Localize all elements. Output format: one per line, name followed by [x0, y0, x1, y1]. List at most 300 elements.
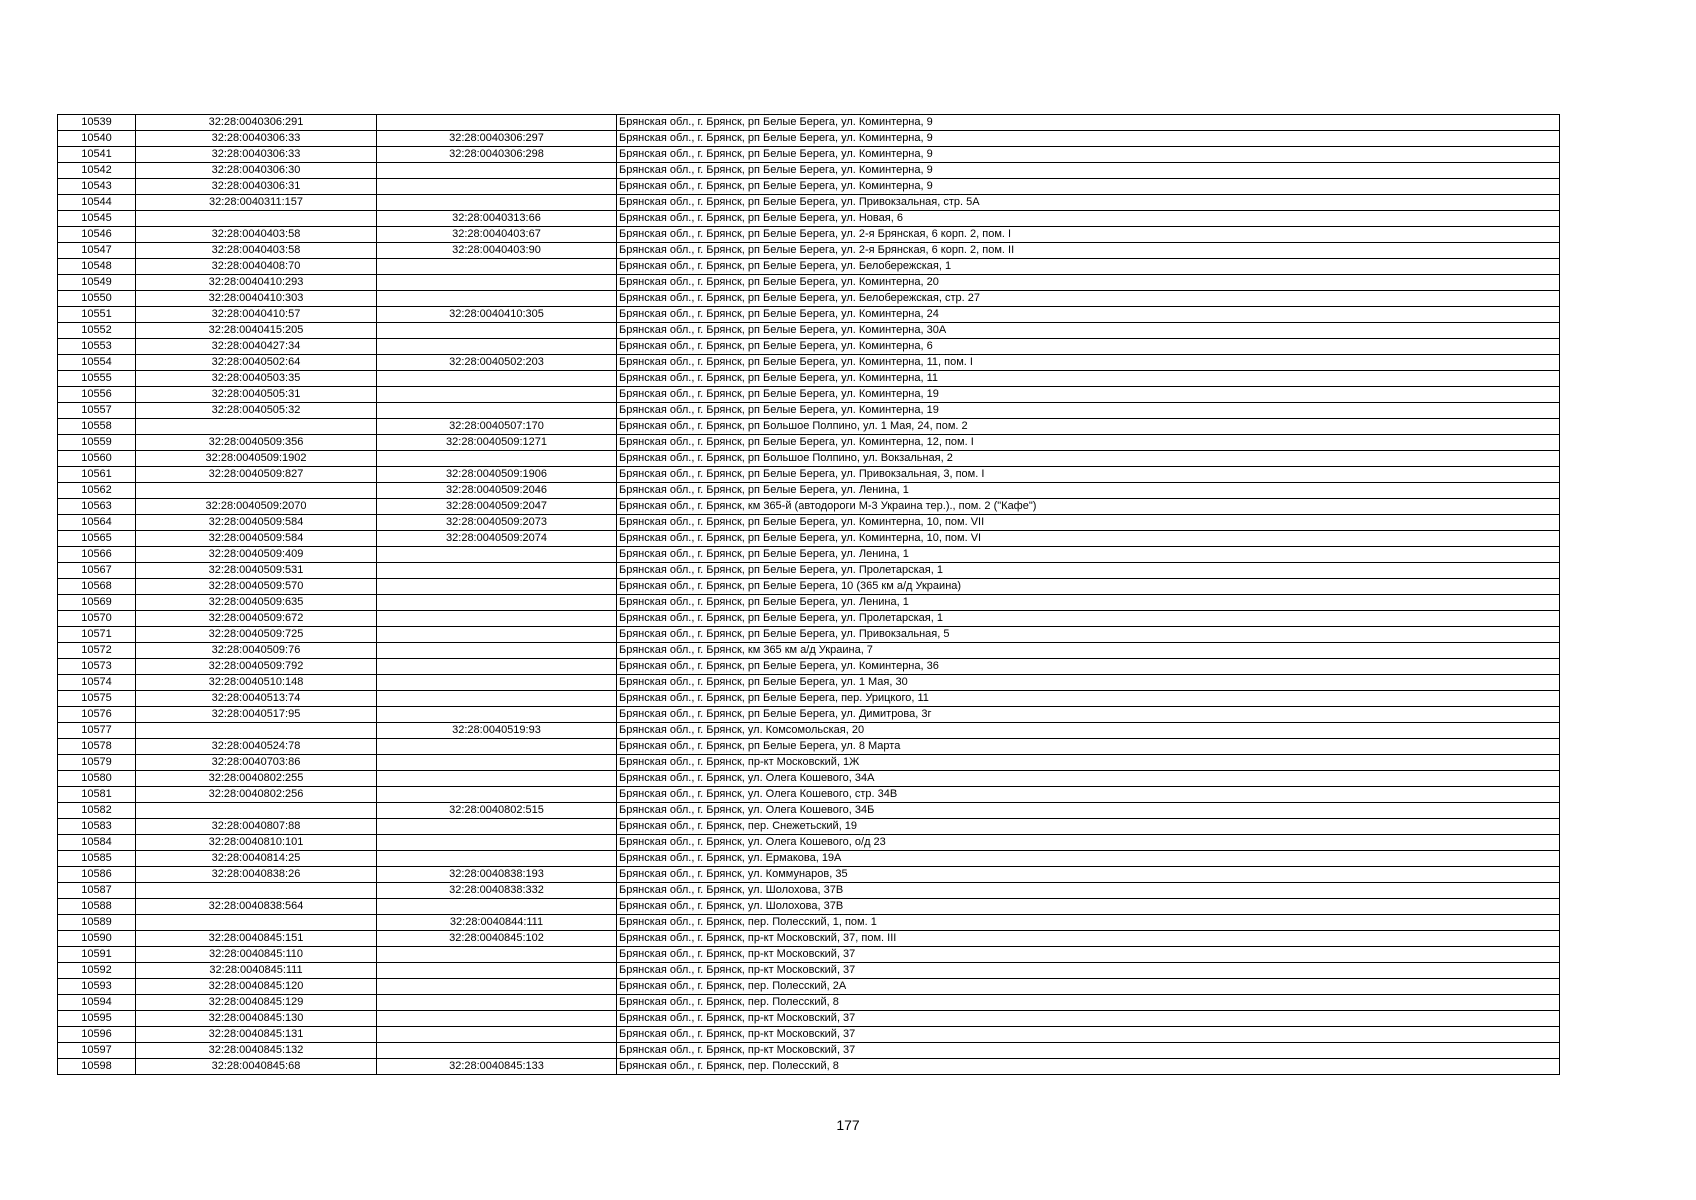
related-cadastral-number-cell — [377, 291, 617, 307]
row-number-cell: 10552 — [58, 323, 136, 339]
address-cell: Брянская обл., г. Брянск, рп Белые Берега, ул. Коминтерна, 19 — [617, 403, 1560, 419]
related-cadastral-number-cell: 32:28:0040509:1906 — [377, 467, 617, 483]
related-cadastral-number-cell — [377, 195, 617, 211]
address-cell: Брянская обл., г. Брянск, пр-кт Московский, 37, пом. III — [617, 931, 1560, 947]
table-row — [58, 323, 1560, 339]
row-number-cell: 10547 — [58, 243, 136, 259]
cadastral-number-cell: 32:28:0040509:672 — [136, 611, 377, 627]
related-cadastral-number-cell — [377, 1027, 617, 1043]
table-row — [58, 339, 1560, 355]
cadastral-number-cell: 32:28:0040410:303 — [136, 291, 377, 307]
cadastral-number-cell: 32:28:0040509:76 — [136, 643, 377, 659]
cadastral-number-cell: 32:28:0040509:584 — [136, 515, 377, 531]
row-number-cell: 10554 — [58, 355, 136, 371]
row-number-cell: 10542 — [58, 163, 136, 179]
row-number-cell: 10580 — [58, 771, 136, 787]
related-cadastral-number-cell: 32:28:0040509:2047 — [377, 499, 617, 515]
related-cadastral-number-cell — [377, 611, 617, 627]
related-cadastral-number-cell: 32:28:0040502:203 — [377, 355, 617, 371]
row-number-cell: 10584 — [58, 835, 136, 851]
table-row — [58, 931, 1560, 947]
table-row — [58, 1027, 1560, 1043]
cadastral-number-cell: 32:28:0040845:110 — [136, 947, 377, 963]
address-cell: Брянская обл., г. Брянск, рп Белые Берега, ул. Новая, 6 — [617, 211, 1560, 227]
address-cell: Брянская обл., г. Брянск, рп Белые Берега, ул. Коминтерна, 10, пом. VI — [617, 531, 1560, 547]
cadastral-number-cell: 32:28:0040509:2070 — [136, 499, 377, 515]
address-cell: Брянская обл., г. Брянск, рп Белые Берега, ул. Белобережская, 1 — [617, 259, 1560, 275]
table-row — [58, 963, 1560, 979]
cadastral-number-cell: 32:28:0040306:31 — [136, 179, 377, 195]
table-row — [58, 1043, 1560, 1059]
cadastral-number-cell: 32:28:0040408:70 — [136, 259, 377, 275]
related-cadastral-number-cell — [377, 707, 617, 723]
cadastral-number-cell: 32:28:0040845:132 — [136, 1043, 377, 1059]
related-cadastral-number-cell: 32:28:0040306:297 — [377, 131, 617, 147]
cadastral-number-cell: 32:28:0040311:157 — [136, 195, 377, 211]
cadastral-number-cell: 32:28:0040509:570 — [136, 579, 377, 595]
row-number-cell: 10562 — [58, 483, 136, 499]
address-cell: Брянская обл., г. Брянск, рп Белые Берега, пер. Урицкого, 11 — [617, 691, 1560, 707]
row-number-cell: 10567 — [58, 563, 136, 579]
related-cadastral-number-cell — [377, 323, 617, 339]
related-cadastral-number-cell — [377, 339, 617, 355]
address-cell: Брянская обл., г. Брянск, пр-кт Московский, 37 — [617, 1043, 1560, 1059]
cadastral-number-cell: 32:28:0040509:531 — [136, 563, 377, 579]
table-row — [58, 851, 1560, 867]
address-cell: Брянская обл., г. Брянск, рп Белые Берега, ул. Коминтерна, 24 — [617, 307, 1560, 323]
row-number-cell: 10589 — [58, 915, 136, 931]
table-row — [58, 867, 1560, 883]
cadastral-number-cell: 32:28:0040505:31 — [136, 387, 377, 403]
table-row — [58, 371, 1560, 387]
cadastral-number-cell: 32:28:0040807:88 — [136, 819, 377, 835]
address-cell: Брянская обл., г. Брянск, пер. Снежетьский, 19 — [617, 819, 1560, 835]
table-row — [58, 179, 1560, 195]
related-cadastral-number-cell — [377, 595, 617, 611]
table-row — [58, 307, 1560, 323]
row-number-cell: 10546 — [58, 227, 136, 243]
cadastral-number-cell: 32:28:0040410:293 — [136, 275, 377, 291]
table-row — [58, 419, 1560, 435]
address-cell: Брянская обл., г. Брянск, рп Белые Берега, ул. Коминтерна, 30А — [617, 323, 1560, 339]
cadastral-number-cell: 32:28:0040502:64 — [136, 355, 377, 371]
address-cell: Брянская обл., г. Брянск, рп Белые Берега, ул. Коминтерна, 10, пом. VII — [617, 515, 1560, 531]
row-number-cell: 10588 — [58, 899, 136, 915]
cadastral-number-cell: 32:28:0040845:131 — [136, 1027, 377, 1043]
row-number-cell: 10572 — [58, 643, 136, 659]
address-cell: Брянская обл., г. Брянск, рп Белые Берега, ул. Коминтерна, 20 — [617, 275, 1560, 291]
row-number-cell: 10582 — [58, 803, 136, 819]
table-row — [58, 771, 1560, 787]
cadastral-number-cell: 32:28:0040509:725 — [136, 627, 377, 643]
row-number-cell: 10557 — [58, 403, 136, 419]
related-cadastral-number-cell — [377, 179, 617, 195]
row-number-cell: 10551 — [58, 307, 136, 323]
row-number-cell: 10560 — [58, 451, 136, 467]
row-number-cell: 10578 — [58, 739, 136, 755]
cadastral-number-cell: 32:28:0040838:26 — [136, 867, 377, 883]
address-cell: Брянская обл., г. Брянск, рп Большое Полпино, ул. Вокзальная, 2 — [617, 451, 1560, 467]
cadastral-number-cell: 32:28:0040503:35 — [136, 371, 377, 387]
table-row — [58, 195, 1560, 211]
table-row — [58, 739, 1560, 755]
table-row — [58, 387, 1560, 403]
related-cadastral-number-cell — [377, 691, 617, 707]
table-row — [58, 435, 1560, 451]
row-number-cell: 10563 — [58, 499, 136, 515]
row-number-cell: 10569 — [58, 595, 136, 611]
row-number-cell: 10548 — [58, 259, 136, 275]
cadastral-number-cell: 32:28:0040845:129 — [136, 995, 377, 1011]
address-cell: Брянская обл., г. Брянск, рп Большое Полпино, ул. 1 Мая, 24, пом. 2 — [617, 419, 1560, 435]
row-number-cell: 10539 — [58, 115, 136, 131]
related-cadastral-number-cell: 32:28:0040410:305 — [377, 307, 617, 323]
address-cell: Брянская обл., г. Брянск, рп Белые Берега, ул. 8 Марта — [617, 739, 1560, 755]
row-number-cell: 10586 — [58, 867, 136, 883]
address-cell: Брянская обл., г. Брянск, ул. Олега Кошевого, 34А — [617, 771, 1560, 787]
related-cadastral-number-cell: 32:28:0040802:515 — [377, 803, 617, 819]
cadastral-number-cell — [136, 803, 377, 819]
row-number-cell: 10592 — [58, 963, 136, 979]
cadastral-number-cell: 32:28:0040410:57 — [136, 307, 377, 323]
cadastral-number-cell — [136, 883, 377, 899]
table-row — [58, 643, 1560, 659]
cadastral-number-cell: 32:28:0040845:151 — [136, 931, 377, 947]
cadastral-number-cell: 32:28:0040524:78 — [136, 739, 377, 755]
table-row — [58, 1059, 1560, 1075]
cadastral-number-cell: 32:28:0040845:120 — [136, 979, 377, 995]
address-cell: Брянская обл., г. Брянск, ул. Коммунаров, 35 — [617, 867, 1560, 883]
cadastral-number-cell: 32:28:0040306:30 — [136, 163, 377, 179]
table-row — [58, 595, 1560, 611]
cadastral-number-cell: 32:28:0040703:86 — [136, 755, 377, 771]
table-row — [58, 947, 1560, 963]
cadastral-number-cell: 32:28:0040845:111 — [136, 963, 377, 979]
related-cadastral-number-cell — [377, 675, 617, 691]
table-row — [58, 915, 1560, 931]
row-number-cell: 10540 — [58, 131, 136, 147]
table-row — [58, 259, 1560, 275]
address-cell: Брянская обл., г. Брянск, рп Белые Берега, ул. Коминтерна, 12, пом. I — [617, 435, 1560, 451]
related-cadastral-number-cell — [377, 771, 617, 787]
address-cell: Брянская обл., г. Брянск, км 365 км а/д Украина, 7 — [617, 643, 1560, 659]
cadastral-number-cell: 32:28:0040510:148 — [136, 675, 377, 691]
cadastral-number-cell: 32:28:0040845:68 — [136, 1059, 377, 1075]
cadastral-number-cell: 32:28:0040509:356 — [136, 435, 377, 451]
row-number-cell: 10591 — [58, 947, 136, 963]
address-cell: Брянская обл., г. Брянск, ул. Ермакова, 19А — [617, 851, 1560, 867]
row-number-cell: 10597 — [58, 1043, 136, 1059]
cadastral-number-cell: 32:28:0040306:291 — [136, 115, 377, 131]
row-number-cell: 10596 — [58, 1027, 136, 1043]
table-row — [58, 163, 1560, 179]
address-cell: Брянская обл., г. Брянск, рп Белые Берега, ул. 2-я Брянская, 6 корп. 2, пом. II — [617, 243, 1560, 259]
row-number-cell: 10561 — [58, 467, 136, 483]
address-cell: Брянская обл., г. Брянск, рп Белые Берега, ул. Коминтерна, 9 — [617, 131, 1560, 147]
table-row — [58, 147, 1560, 163]
table-row — [58, 883, 1560, 899]
cadastral-number-cell: 32:28:0040802:255 — [136, 771, 377, 787]
address-cell: Брянская обл., г. Брянск, рп Белые Берега, ул. Димитрова, 3г — [617, 707, 1560, 723]
related-cadastral-number-cell: 32:28:0040509:2074 — [377, 531, 617, 547]
table-row — [58, 563, 1560, 579]
table-row — [58, 451, 1560, 467]
row-number-cell: 10583 — [58, 819, 136, 835]
cadastral-table — [57, 114, 1560, 1075]
address-cell: Брянская обл., г. Брянск, ул. Шолохова, 37В — [617, 899, 1560, 915]
related-cadastral-number-cell: 32:28:0040403:67 — [377, 227, 617, 243]
cadastral-number-cell: 32:28:0040509:1902 — [136, 451, 377, 467]
address-cell: Брянская обл., г. Брянск, рп Белые Берега, ул. Коминтерна, 11, пом. I — [617, 355, 1560, 371]
address-cell: Брянская обл., г. Брянск, рп Белые Берега, ул. Коминтерна, 36 — [617, 659, 1560, 675]
cadastral-number-cell — [136, 723, 377, 739]
address-cell: Брянская обл., г. Брянск, пр-кт Московский, 37 — [617, 963, 1560, 979]
row-number-cell: 10590 — [58, 931, 136, 947]
table-row — [58, 291, 1560, 307]
related-cadastral-number-cell — [377, 371, 617, 387]
related-cadastral-number-cell — [377, 1011, 617, 1027]
table-row — [58, 723, 1560, 739]
related-cadastral-number-cell: 32:28:0040306:298 — [377, 147, 617, 163]
table-row — [58, 275, 1560, 291]
row-number-cell: 10579 — [58, 755, 136, 771]
address-cell: Брянская обл., г. Брянск, рп Белые Берега, ул. Ленина, 1 — [617, 595, 1560, 611]
row-number-cell: 10575 — [58, 691, 136, 707]
related-cadastral-number-cell: 32:28:0040845:102 — [377, 931, 617, 947]
related-cadastral-number-cell — [377, 979, 617, 995]
related-cadastral-number-cell — [377, 899, 617, 915]
row-number-cell: 10564 — [58, 515, 136, 531]
table-row — [58, 531, 1560, 547]
address-cell: Брянская обл., г. Брянск, рп Белые Берега, ул. Ленина, 1 — [617, 483, 1560, 499]
table-row — [58, 227, 1560, 243]
cadastral-number-cell: 32:28:0040306:33 — [136, 147, 377, 163]
table-row — [58, 675, 1560, 691]
cadastral-number-cell: 32:28:0040810:101 — [136, 835, 377, 851]
address-cell: Брянская обл., г. Брянск, км 365-й (автодороги М-3 Украина тер.)., пом. 2 ("Кафе") — [617, 499, 1560, 515]
address-cell: Брянская обл., г. Брянск, рп Белые Берега, ул. Коминтерна, 9 — [617, 163, 1560, 179]
cadastral-number-cell — [136, 211, 377, 227]
cadastral-number-cell: 32:28:0040505:32 — [136, 403, 377, 419]
address-cell: Брянская обл., г. Брянск, рп Белые Берега, ул. Привокзальная, стр. 5А — [617, 195, 1560, 211]
cadastral-number-cell: 32:28:0040306:33 — [136, 131, 377, 147]
row-number-cell: 10549 — [58, 275, 136, 291]
table-row — [58, 707, 1560, 723]
related-cadastral-number-cell — [377, 755, 617, 771]
related-cadastral-number-cell — [377, 115, 617, 131]
address-cell: Брянская обл., г. Брянск, ул. Олега Кошевого, о/д 23 — [617, 835, 1560, 851]
cadastral-number-cell: 32:28:0040517:95 — [136, 707, 377, 723]
cadastral-number-cell — [136, 419, 377, 435]
related-cadastral-number-cell — [377, 659, 617, 675]
address-cell: Брянская обл., г. Брянск, рп Белые Берега, ул. Привокзальная, 3, пом. I — [617, 467, 1560, 483]
row-number-cell: 10577 — [58, 723, 136, 739]
address-cell: Брянская обл., г. Брянск, рп Белые Берега, ул. Коминтерна, 9 — [617, 179, 1560, 195]
table-row — [58, 627, 1560, 643]
address-cell: Брянская обл., г. Брянск, рп Белые Берега, ул. Коминтерна, 9 — [617, 115, 1560, 131]
related-cadastral-number-cell: 32:28:0040313:66 — [377, 211, 617, 227]
related-cadastral-number-cell: 32:28:0040838:332 — [377, 883, 617, 899]
table-row — [58, 995, 1560, 1011]
cadastral-number-cell: 32:28:0040845:130 — [136, 1011, 377, 1027]
table-row — [58, 355, 1560, 371]
related-cadastral-number-cell — [377, 163, 617, 179]
cadastral-number-cell — [136, 915, 377, 931]
row-number-cell: 10555 — [58, 371, 136, 387]
row-number-cell: 10574 — [58, 675, 136, 691]
related-cadastral-number-cell: 32:28:0040507:170 — [377, 419, 617, 435]
address-cell: Брянская обл., г. Брянск, пер. Полесский, 8 — [617, 995, 1560, 1011]
address-cell: Брянская обл., г. Брянск, пр-кт Московский, 37 — [617, 947, 1560, 963]
row-number-cell: 10568 — [58, 579, 136, 595]
related-cadastral-number-cell: 32:28:0040403:90 — [377, 243, 617, 259]
address-cell: Брянская обл., г. Брянск, рп Белые Берега, ул. 1 Мая, 30 — [617, 675, 1560, 691]
related-cadastral-number-cell — [377, 835, 617, 851]
table-row — [58, 403, 1560, 419]
address-cell: Брянская обл., г. Брянск, ул. Комсомольская, 20 — [617, 723, 1560, 739]
cadastral-number-cell: 32:28:0040509:792 — [136, 659, 377, 675]
address-cell: Брянская обл., г. Брянск, рп Белые Берега, ул. Коминтерна, 11 — [617, 371, 1560, 387]
table-row — [58, 691, 1560, 707]
table-row — [58, 131, 1560, 147]
related-cadastral-number-cell — [377, 627, 617, 643]
row-number-cell: 10559 — [58, 435, 136, 451]
cadastral-number-cell: 32:28:0040509:584 — [136, 531, 377, 547]
related-cadastral-number-cell — [377, 547, 617, 563]
address-cell: Брянская обл., г. Брянск, рп Белые Берега, ул. Коминтерна, 6 — [617, 339, 1560, 355]
table-row — [58, 755, 1560, 771]
row-number-cell: 10541 — [58, 147, 136, 163]
cadastral-number-cell: 32:28:0040509:409 — [136, 547, 377, 563]
address-cell: Брянская обл., г. Брянск, пр-кт Московский, 37 — [617, 1011, 1560, 1027]
cadastral-number-cell: 32:28:0040838:564 — [136, 899, 377, 915]
related-cadastral-number-cell — [377, 563, 617, 579]
cadastral-number-cell: 32:28:0040814:25 — [136, 851, 377, 867]
address-cell: Брянская обл., г. Брянск, пр-кт Московский, 37 — [617, 1027, 1560, 1043]
table-row — [58, 979, 1560, 995]
row-number-cell: 10571 — [58, 627, 136, 643]
row-number-cell: 10566 — [58, 547, 136, 563]
related-cadastral-number-cell — [377, 451, 617, 467]
address-cell: Брянская обл., г. Брянск, ул. Олега Кошевого, 34Б — [617, 803, 1560, 819]
related-cadastral-number-cell: 32:28:0040845:133 — [377, 1059, 617, 1075]
related-cadastral-number-cell — [377, 995, 617, 1011]
row-number-cell: 10544 — [58, 195, 136, 211]
row-number-cell: 10558 — [58, 419, 136, 435]
table-row — [58, 787, 1560, 803]
table-row — [58, 803, 1560, 819]
table-row — [58, 659, 1560, 675]
row-number-cell: 10576 — [58, 707, 136, 723]
row-number-cell: 10570 — [58, 611, 136, 627]
table-body — [58, 115, 1560, 1075]
table-row — [58, 1011, 1560, 1027]
table-row — [58, 499, 1560, 515]
table-row — [58, 515, 1560, 531]
address-cell: Брянская обл., г. Брянск, рп Белые Берега, ул. Привокзальная, 5 — [617, 627, 1560, 643]
related-cadastral-number-cell: 32:28:0040844:111 — [377, 915, 617, 931]
related-cadastral-number-cell: 32:28:0040509:1271 — [377, 435, 617, 451]
row-number-cell: 10594 — [58, 995, 136, 1011]
cadastral-number-cell: 32:28:0040509:827 — [136, 467, 377, 483]
row-number-cell: 10550 — [58, 291, 136, 307]
table-row — [58, 819, 1560, 835]
cadastral-number-cell — [136, 483, 377, 499]
row-number-cell: 10595 — [58, 1011, 136, 1027]
address-cell: Брянская обл., г. Брянск, рп Белые Берега, ул. Коминтерна, 9 — [617, 147, 1560, 163]
related-cadastral-number-cell — [377, 259, 617, 275]
related-cadastral-number-cell: 32:28:0040509:2046 — [377, 483, 617, 499]
address-cell: Брянская обл., г. Брянск, рп Белые Берега, ул. Белобережская, стр. 27 — [617, 291, 1560, 307]
related-cadastral-number-cell — [377, 1043, 617, 1059]
related-cadastral-number-cell — [377, 947, 617, 963]
related-cadastral-number-cell: 32:28:0040509:2073 — [377, 515, 617, 531]
address-cell: Брянская обл., г. Брянск, рп Белые Берега, ул. Пролетарская, 1 — [617, 563, 1560, 579]
related-cadastral-number-cell — [377, 787, 617, 803]
address-cell: Брянская обл., г. Брянск, рп Белые Берега, ул. Коминтерна, 19 — [617, 387, 1560, 403]
row-number-cell: 10593 — [58, 979, 136, 995]
page-number: 177 — [836, 1117, 860, 1133]
row-number-cell: 10543 — [58, 179, 136, 195]
cadastral-number-cell: 32:28:0040403:58 — [136, 243, 377, 259]
table-row — [58, 115, 1560, 131]
table-row — [58, 467, 1560, 483]
row-number-cell: 10598 — [58, 1059, 136, 1075]
row-number-cell: 10573 — [58, 659, 136, 675]
address-cell: Брянская обл., г. Брянск, пер. Полесский, 8 — [617, 1059, 1560, 1075]
row-number-cell: 10587 — [58, 883, 136, 899]
table-row — [58, 211, 1560, 227]
address-cell: Брянская обл., г. Брянск, рп Белые Берега, ул. 2-я Брянская, 6 корп. 2, пом. I — [617, 227, 1560, 243]
table-row — [58, 243, 1560, 259]
related-cadastral-number-cell — [377, 851, 617, 867]
cadastral-number-cell: 32:28:0040403:58 — [136, 227, 377, 243]
row-number-cell: 10556 — [58, 387, 136, 403]
related-cadastral-number-cell — [377, 403, 617, 419]
table-row — [58, 579, 1560, 595]
table-row — [58, 835, 1560, 851]
related-cadastral-number-cell — [377, 819, 617, 835]
related-cadastral-number-cell: 32:28:0040519:93 — [377, 723, 617, 739]
cadastral-number-cell: 32:28:0040509:635 — [136, 595, 377, 611]
related-cadastral-number-cell — [377, 275, 617, 291]
table-row — [58, 483, 1560, 499]
related-cadastral-number-cell — [377, 739, 617, 755]
address-cell: Брянская обл., г. Брянск, пр-кт Московский, 1Ж — [617, 755, 1560, 771]
related-cadastral-number-cell — [377, 387, 617, 403]
address-cell: Брянская обл., г. Брянск, рп Белые Берега, ул. Ленина, 1 — [617, 547, 1560, 563]
cadastral-number-cell: 32:28:0040513:74 — [136, 691, 377, 707]
row-number-cell: 10565 — [58, 531, 136, 547]
related-cadastral-number-cell — [377, 963, 617, 979]
cadastral-number-cell: 32:28:0040427:34 — [136, 339, 377, 355]
table-row — [58, 611, 1560, 627]
related-cadastral-number-cell — [377, 643, 617, 659]
address-cell: Брянская обл., г. Брянск, пер. Полесский, 2А — [617, 979, 1560, 995]
cadastral-number-cell: 32:28:0040415:205 — [136, 323, 377, 339]
related-cadastral-number-cell — [377, 579, 617, 595]
table-row — [58, 899, 1560, 915]
row-number-cell: 10581 — [58, 787, 136, 803]
row-number-cell: 10553 — [58, 339, 136, 355]
address-cell: Брянская обл., г. Брянск, ул. Олега Кошевого, стр. 34В — [617, 787, 1560, 803]
related-cadastral-number-cell: 32:28:0040838:193 — [377, 867, 617, 883]
address-cell: Брянская обл., г. Брянск, рп Белые Берега, ул. Пролетарская, 1 — [617, 611, 1560, 627]
address-cell: Брянская обл., г. Брянск, пер. Полесский, 1, пом. 1 — [617, 915, 1560, 931]
table-row — [58, 547, 1560, 563]
row-number-cell: 10585 — [58, 851, 136, 867]
row-number-cell: 10545 — [58, 211, 136, 227]
